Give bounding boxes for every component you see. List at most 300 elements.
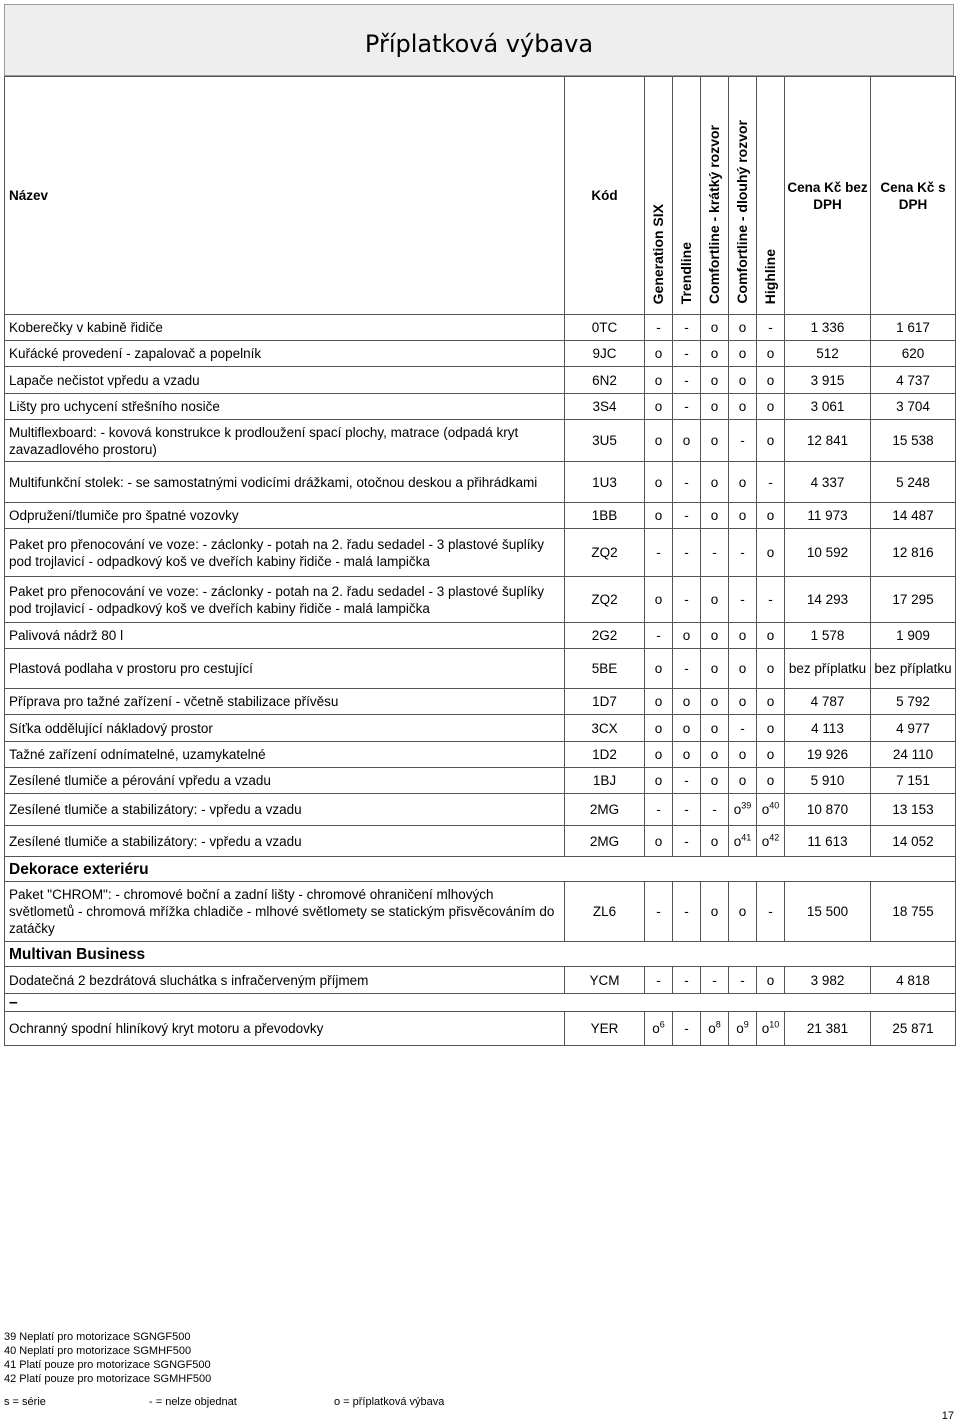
- item-code: 2MG: [565, 794, 645, 826]
- table-row: [5, 623, 956, 649]
- availability-mark: -: [684, 474, 689, 490]
- item-name: Multiflexboard: - kovová konstrukce k prodloužení spací plochy, matrace (odpadá kryt zavazadlového prostoru): [5, 420, 565, 462]
- availability-cell: [673, 341, 701, 367]
- price-gross: 620: [871, 341, 956, 367]
- availability-cell: [757, 715, 785, 742]
- availability-cell: [729, 826, 757, 857]
- availability-mark: o: [766, 720, 775, 736]
- item-name: Zesílené tlumiče a stabilizátory: - vpředu a vzadu: [5, 794, 565, 826]
- footnote-ref: 6: [659, 1019, 665, 1030]
- availability-cell: [673, 649, 701, 689]
- availability-cell: [701, 462, 729, 503]
- table-row: [5, 768, 956, 794]
- availability-cell: [673, 689, 701, 715]
- table-row: [5, 715, 956, 742]
- availability-cell: [757, 1012, 785, 1046]
- availability-cell: [729, 503, 757, 529]
- availability-mark: o: [654, 592, 663, 607]
- availability-cell: [757, 967, 785, 994]
- availability-mark: -: [768, 474, 773, 490]
- price-gross: 3 704: [871, 394, 956, 420]
- title-box: [4, 4, 954, 76]
- availability-cell: [729, 689, 757, 715]
- availability-cell: [729, 529, 757, 577]
- item-code: 2G2: [565, 623, 645, 649]
- availability-cell: [701, 577, 729, 623]
- availability-mark: -: [684, 372, 689, 388]
- price-gross: 4 818: [871, 967, 956, 994]
- availability-cell: [729, 742, 757, 768]
- table-row: [5, 420, 956, 462]
- price-net: 14 293: [785, 577, 871, 623]
- trim-header-label: Generation SIX: [650, 203, 666, 304]
- price-gross: 14 052: [871, 826, 956, 857]
- price-gross: 12 816: [871, 529, 956, 577]
- availability-cell: [729, 462, 757, 503]
- legend-standard: s = série: [4, 1396, 46, 1408]
- availability-mark: o: [766, 346, 775, 361]
- table-row: [5, 689, 956, 715]
- item-code: 0TC: [565, 315, 645, 341]
- availability-mark: o: [766, 508, 775, 523]
- availability-cell: [757, 794, 785, 826]
- availability-mark: o: [710, 694, 719, 709]
- availability-cell: [645, 689, 673, 715]
- availability-mark: -: [684, 904, 689, 919]
- availability-cell: [645, 341, 673, 367]
- availability-cell: [757, 341, 785, 367]
- availability-mark: o: [710, 661, 719, 676]
- availability-mark: o: [766, 372, 775, 388]
- availability-cell: [701, 394, 729, 420]
- availability-cell: [645, 649, 673, 689]
- availability-mark: o: [710, 773, 719, 788]
- legend-optional: o = příplatková výbava: [334, 1396, 445, 1408]
- availability-mark: -: [712, 545, 717, 560]
- availability-cell: [645, 577, 673, 623]
- footnote-ref: 8: [715, 1019, 721, 1030]
- availability-cell: [645, 882, 673, 942]
- availability-mark: o: [654, 720, 663, 736]
- availability-mark: -: [656, 802, 661, 817]
- availability-mark: o: [761, 833, 770, 849]
- price-net: 4 787: [785, 689, 871, 715]
- trim-header: [757, 77, 785, 315]
- item-code: ZL6: [565, 882, 645, 942]
- item-name: Zesílené tlumiče a stabilizátory: - vpředu a vzadu: [5, 826, 565, 857]
- price-net: 11 613: [785, 826, 871, 857]
- item-name: Paket pro přenocování ve voze: - záclonky - potah na 2. řadu sedadel - 3 plastové šuplíky pod trojlavicí - odpadkový koš ve dveřích kabiny řidiče - malá lampička: [5, 529, 565, 577]
- section-row: [5, 857, 956, 882]
- section-dash: –: [5, 994, 956, 1012]
- availability-mark: o: [738, 661, 747, 676]
- availability-cell: [673, 577, 701, 623]
- availability-mark: o: [733, 802, 742, 817]
- price-net: 3 061: [785, 394, 871, 420]
- price-net: 21 381: [785, 1012, 871, 1046]
- availability-mark: o: [682, 628, 691, 643]
- footnote: 39 Neplatí pro motorizace SGNGF500: [4, 1331, 191, 1343]
- availability-mark: o: [654, 747, 663, 762]
- availability-cell: [701, 420, 729, 462]
- availability-cell: [757, 420, 785, 462]
- trim-header-label: Trendline: [678, 241, 694, 304]
- availability-cell: [701, 715, 729, 742]
- name-header: Název: [5, 77, 565, 315]
- trim-header-label: Comfortline - krátký rozvor: [706, 125, 722, 304]
- availability-cell: [729, 715, 757, 742]
- price-gross-header: Cena Kč s DPH: [871, 77, 956, 315]
- availability-cell: [645, 462, 673, 503]
- availability-mark: o: [766, 399, 775, 414]
- availability-cell: [645, 1012, 673, 1046]
- item-code: YCM: [565, 967, 645, 994]
- availability-cell: [673, 768, 701, 794]
- availability-cell: [673, 967, 701, 994]
- availability-mark: -: [684, 320, 689, 335]
- item-name: Palivová nádrž 80 l: [5, 623, 565, 649]
- availability-cell: [673, 623, 701, 649]
- price-net: bez příplatku: [785, 649, 871, 689]
- availability-mark: o: [766, 773, 775, 788]
- availability-cell: [757, 826, 785, 857]
- availability-mark: o: [682, 747, 691, 762]
- item-name: Ochranný spodní hliníkový kryt motoru a převodovky: [5, 1012, 565, 1046]
- availability-mark: o: [710, 346, 719, 361]
- availability-mark: o: [738, 694, 747, 709]
- availability-cell: [757, 742, 785, 768]
- availability-cell: [645, 742, 673, 768]
- table-row: [5, 341, 956, 367]
- availability-mark: o: [710, 904, 719, 919]
- availability-cell: [701, 768, 729, 794]
- price-net: 3 915: [785, 367, 871, 394]
- item-code: 5BE: [565, 649, 645, 689]
- item-code: 1D7: [565, 689, 645, 715]
- footnote-ref: 40: [769, 800, 780, 811]
- availability-cell: [645, 967, 673, 994]
- availability-mark: o: [738, 508, 747, 523]
- trim-header: [701, 77, 729, 315]
- availability-mark: -: [684, 545, 689, 560]
- availability-mark: o: [710, 433, 719, 448]
- availability-mark: o: [766, 694, 775, 709]
- item-code: 3S4: [565, 394, 645, 420]
- item-code: 3CX: [565, 715, 645, 742]
- availability-cell: [757, 315, 785, 341]
- availability-mark: -: [656, 904, 661, 919]
- availability-cell: [701, 1012, 729, 1046]
- trim-header-label: Highline: [762, 248, 778, 304]
- availability-mark: -: [656, 320, 661, 335]
- availability-cell: [729, 649, 757, 689]
- availability-mark: o: [766, 972, 775, 988]
- availability-mark: o: [736, 1021, 744, 1036]
- table-row: [5, 742, 956, 768]
- code-header: Kód: [565, 77, 645, 315]
- availability-cell: [673, 882, 701, 942]
- availability-cell: [757, 882, 785, 942]
- table-row: [5, 394, 956, 420]
- availability-cell: [729, 394, 757, 420]
- item-code: 1BJ: [565, 768, 645, 794]
- trim-header: [645, 77, 673, 315]
- availability-cell: [645, 503, 673, 529]
- availability-cell: [645, 367, 673, 394]
- availability-cell: [673, 367, 701, 394]
- item-code: 1BB: [565, 503, 645, 529]
- availability-mark: o: [708, 1021, 716, 1036]
- availability-cell: [645, 794, 673, 826]
- availability-cell: [645, 420, 673, 462]
- availability-mark: -: [684, 802, 689, 817]
- availability-cell: [729, 315, 757, 341]
- availability-mark: o: [766, 545, 775, 560]
- availability-cell: [729, 420, 757, 462]
- section-row: [5, 994, 956, 1012]
- price-gross: 4 737: [871, 367, 956, 394]
- availability-mark: o: [682, 720, 691, 736]
- availability-mark: -: [768, 592, 773, 607]
- availability-cell: [729, 623, 757, 649]
- section-row: [5, 942, 956, 967]
- table-row: [5, 503, 956, 529]
- price-gross: 1 909: [871, 623, 956, 649]
- price-gross: 18 755: [871, 882, 956, 942]
- price-gross: bez příplatku: [871, 649, 956, 689]
- availability-cell: [729, 882, 757, 942]
- footnote: 40 Neplatí pro motorizace SGMHF500: [4, 1345, 192, 1357]
- availability-mark: o: [654, 508, 663, 523]
- section-exterior: Dekorace exteriéru: [5, 857, 956, 882]
- item-code: 1D2: [565, 742, 645, 768]
- availability-mark: o: [738, 320, 747, 335]
- item-name: Dodatečná 2 bezdrátová sluchátka s infračerveným příjmem: [5, 967, 565, 994]
- availability-mark: o: [654, 833, 663, 849]
- availability-mark: o: [682, 433, 691, 448]
- footnote: 42 Platí pouze pro motorizace SGMHF500: [4, 1373, 212, 1385]
- availability-mark: o: [766, 747, 775, 762]
- availability-cell: [673, 462, 701, 503]
- item-code: 1U3: [565, 462, 645, 503]
- footnote-ref: 41: [741, 832, 752, 842]
- availability-cell: [701, 649, 729, 689]
- price-net: 19 926: [785, 742, 871, 768]
- availability-cell: [701, 315, 729, 341]
- price-net: 12 841: [785, 420, 871, 462]
- footnote: 41 Platí pouze pro motorizace SGNGF500: [4, 1359, 211, 1371]
- availability-mark: o: [738, 474, 747, 490]
- availability-cell: [701, 367, 729, 394]
- availability-cell: [673, 315, 701, 341]
- availability-mark: o: [710, 628, 719, 643]
- item-name: Odpružení/tlumiče pro špatné vozovky: [5, 503, 565, 529]
- price-net: 3 982: [785, 967, 871, 994]
- availability-mark: -: [684, 1021, 689, 1036]
- footnote-ref: 10: [769, 1019, 780, 1030]
- price-gross: 4 977: [871, 715, 956, 742]
- availability-cell: [701, 826, 729, 857]
- availability-mark: -: [684, 508, 689, 523]
- price-net: 4 337: [785, 462, 871, 503]
- availability-mark: o: [654, 346, 663, 361]
- table-row: [5, 882, 956, 942]
- footnote-ref: 42: [769, 832, 780, 842]
- page-title: Příplatková výbava: [364, 30, 594, 58]
- availability-mark: o: [766, 628, 775, 643]
- availability-cell: [673, 715, 701, 742]
- availability-cell: [701, 341, 729, 367]
- price-gross: 17 295: [871, 577, 956, 623]
- availability-mark: -: [684, 399, 689, 414]
- availability-mark: -: [684, 972, 689, 988]
- item-code: ZQ2: [565, 529, 645, 577]
- table-row: [5, 315, 956, 341]
- price-net: 4 113: [785, 715, 871, 742]
- availability-mark: o: [738, 904, 747, 919]
- price-gross: 14 487: [871, 503, 956, 529]
- availability-cell: [757, 462, 785, 503]
- availability-mark: -: [656, 628, 661, 643]
- item-name: Multifunkční stolek: - se samostatnými vodicími drážkami, otočnou deskou a přihrádkami: [5, 462, 565, 503]
- availability-mark: o: [654, 399, 663, 414]
- availability-cell: [701, 623, 729, 649]
- availability-mark: o: [710, 372, 719, 388]
- availability-cell: [645, 394, 673, 420]
- availability-mark: o: [738, 399, 747, 414]
- availability-mark: o: [654, 773, 663, 788]
- availability-mark: o: [654, 474, 663, 490]
- price-net-header: Cena Kč bez DPH: [785, 77, 871, 315]
- item-name: Paket "CHROM": - chromové boční a zadní lišty - chromové ohraničení mlhových světlometů - chromová mřížka chladiče - mlhové světlomety se statickým přisvěcováním do zatáčky: [5, 882, 565, 942]
- availability-cell: [701, 529, 729, 577]
- availability-cell: [645, 826, 673, 857]
- availability-cell: [645, 623, 673, 649]
- item-name: Zesílené tlumiče a pérování vpředu a vzadu: [5, 768, 565, 794]
- price-net: 1 336: [785, 315, 871, 341]
- item-name: Příprava pro tažné zařízení - včetně stabilizace přívěsu: [5, 689, 565, 715]
- availability-mark: o: [710, 592, 719, 607]
- item-code: 2MG: [565, 826, 645, 857]
- availability-cell: [701, 967, 729, 994]
- availability-cell: [673, 529, 701, 577]
- availability-mark: -: [656, 545, 661, 560]
- availability-cell: [757, 768, 785, 794]
- availability-mark: -: [768, 904, 773, 919]
- availability-mark: o: [710, 833, 719, 849]
- price-net: 15 500: [785, 882, 871, 942]
- availability-mark: o: [733, 833, 742, 849]
- availability-cell: [729, 341, 757, 367]
- availability-mark: o: [761, 802, 770, 817]
- legend: [4, 1396, 444, 1408]
- availability-cell: [729, 577, 757, 623]
- availability-mark: o: [710, 508, 719, 523]
- section-business: Multivan Business: [5, 942, 956, 967]
- availability-mark: o: [766, 433, 775, 448]
- availability-mark: o: [682, 694, 691, 709]
- availability-cell: [645, 715, 673, 742]
- table-row: [5, 794, 956, 826]
- item-name: Tažné zařízení odnímatelné, uzamykatelné: [5, 742, 565, 768]
- item-name: Plastová podlaha v prostoru pro cestující: [5, 649, 565, 689]
- availability-mark: -: [740, 433, 745, 448]
- availability-cell: [673, 794, 701, 826]
- availability-cell: [673, 503, 701, 529]
- availability-mark: o: [654, 694, 663, 709]
- availability-cell: [729, 967, 757, 994]
- availability-mark: o: [710, 320, 719, 335]
- availability-cell: [645, 529, 673, 577]
- item-name: Paket pro přenocování ve voze: - záclonky - potah na 2. řadu sedadel - 3 plastové šuplíky pod trojlavicí - odpadkový koš ve dveřích kabiny řidiče - malá lampička: [5, 577, 565, 623]
- price-net: 5 910: [785, 768, 871, 794]
- availability-mark: -: [656, 972, 661, 988]
- availability-cell: [645, 315, 673, 341]
- table-row: [5, 1012, 956, 1046]
- availability-cell: [673, 420, 701, 462]
- price-net: 11 973: [785, 503, 871, 529]
- table-row: [5, 577, 956, 623]
- availability-mark: o: [738, 773, 747, 788]
- availability-mark: -: [684, 661, 689, 676]
- availability-cell: [645, 768, 673, 794]
- item-name: Lapače nečistot vpředu a vzadu: [5, 367, 565, 394]
- item-code: ZQ2: [565, 577, 645, 623]
- footnote-ref: 39: [741, 800, 752, 811]
- availability-cell: [701, 794, 729, 826]
- availability-cell: [757, 689, 785, 715]
- availability-mark: o: [738, 346, 747, 361]
- item-code: 6N2: [565, 367, 645, 394]
- price-gross: 5 248: [871, 462, 956, 503]
- availability-mark: o: [738, 747, 747, 762]
- price-gross: 15 538: [871, 420, 956, 462]
- availability-mark: o: [710, 399, 719, 414]
- item-name: Koberečky v kabině řidiče: [5, 315, 565, 341]
- availability-cell: [673, 1012, 701, 1046]
- price-gross: 24 110: [871, 742, 956, 768]
- legend-unavailable: - = nelze objednat: [149, 1396, 237, 1408]
- availability-mark: -: [684, 833, 689, 849]
- availability-cell: [757, 577, 785, 623]
- trim-header: [673, 77, 701, 315]
- availability-cell: [757, 394, 785, 420]
- availability-mark: -: [740, 592, 745, 607]
- availability-mark: o: [710, 474, 719, 490]
- table-row: [5, 529, 956, 577]
- availability-mark: o: [652, 1021, 660, 1036]
- price-gross: 25 871: [871, 1012, 956, 1046]
- availability-mark: -: [684, 592, 689, 607]
- availability-cell: [673, 394, 701, 420]
- availability-cell: [729, 1012, 757, 1046]
- trim-header: [729, 77, 757, 315]
- item-name: Síťka oddělující nákladový prostor: [5, 715, 565, 742]
- price-net: 1 578: [785, 623, 871, 649]
- availability-mark: -: [740, 972, 745, 988]
- footnote-ref: 9: [743, 1019, 749, 1030]
- availability-cell: [757, 649, 785, 689]
- availability-mark: -: [684, 773, 689, 788]
- price-gross: 7 151: [871, 768, 956, 794]
- availability-mark: -: [684, 346, 689, 361]
- table-row: [5, 462, 956, 503]
- availability-mark: -: [712, 972, 717, 988]
- availability-mark: o: [654, 661, 663, 676]
- availability-mark: o: [710, 720, 719, 736]
- availability-mark: o: [738, 628, 747, 643]
- availability-mark: -: [712, 802, 717, 817]
